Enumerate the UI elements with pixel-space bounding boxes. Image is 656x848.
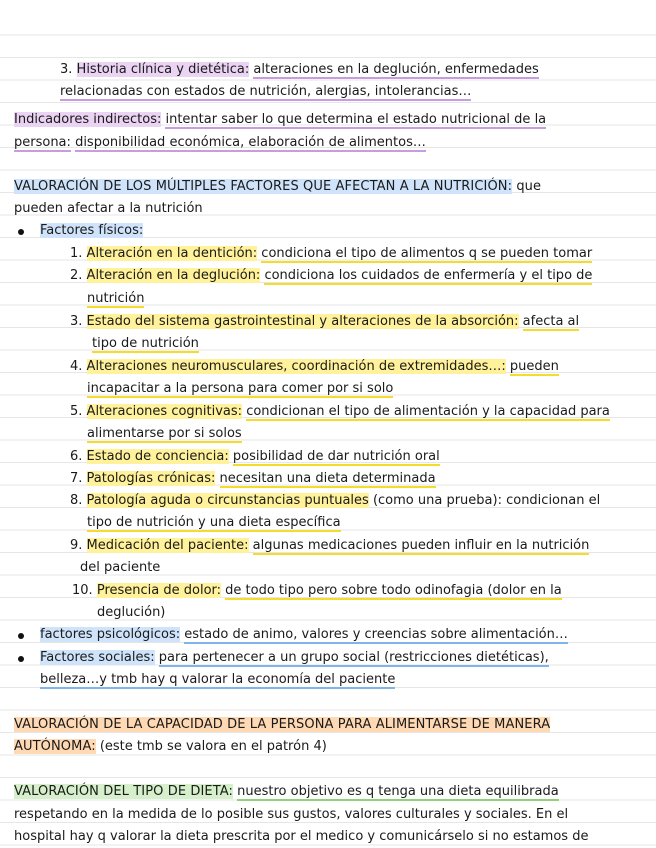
fisicos-heading: [40, 222, 143, 240]
item-label: Alteraciones cognitivas:: [86, 404, 243, 419]
fisicos-item-9-cont: [80, 559, 160, 577]
item-text: necesitan una dieta determinada: [219, 471, 436, 486]
fisicos-item-3-cont: [92, 335, 199, 353]
fisicos-item-8: [70, 492, 600, 510]
item-num: 7.: [70, 471, 83, 486]
fisicos-item-6: [70, 448, 440, 466]
item-text: algunas medicaciones pueden influir en la nutrición: [252, 538, 590, 553]
item-text: posibilidad de dar nutrición oral: [232, 449, 440, 464]
item-cont: incapacitar a la persona para comer por si solo: [87, 381, 394, 396]
section3-title: VALORACIÓN DEL TIPO DE DIETA:: [14, 784, 234, 799]
section1-title-suffix: que: [516, 179, 542, 194]
item-label: Estado del sistema gastrointestinal y alteraciones de la absorción:: [86, 314, 519, 329]
section2-title-1: VALORACIÓN DE LA CAPACIDAD DE LA PERSONA PARA ALIMENTARSE DE MANERA: [14, 717, 551, 732]
fisicos-item-3: [70, 313, 579, 331]
item-label: Patologías crónicas:: [86, 471, 216, 486]
item-text: condiciona el tipo de alimentos q se pueden tomar: [261, 246, 593, 261]
fisicos-item-5-cont: [87, 425, 242, 443]
section3-text-2: respetando en la medida de lo posible sus gustos, valores culturales y sociales. En el: [14, 807, 569, 822]
sociales-text-1: para pertenecer a un grupo social (restricciones dietéticas),: [158, 650, 549, 665]
item-label: Alteraciones neuromusculares, coordinación de extremidades…:: [86, 359, 506, 374]
fisicos-item-8-cont: [87, 514, 341, 532]
bullet-icon: [18, 229, 24, 235]
fisicos-item-7: [70, 470, 436, 488]
item-cont: del paciente: [80, 560, 161, 575]
item-cont: tipo de nutrición y una dieta específica: [87, 515, 341, 530]
bullet-icon: [18, 633, 24, 639]
item-num: 5.: [70, 404, 83, 419]
item-text: afecta al: [522, 314, 580, 329]
item-label: Presencia de dolor:: [96, 583, 222, 598]
fisicos-item-10-cont: [97, 604, 165, 622]
item-num: 1.: [70, 246, 83, 261]
section3-text-1: nuestro objetivo es q tenga una dieta equilibrada: [237, 784, 559, 799]
historia-line-1: [60, 61, 539, 79]
sociales-text-2: belleza…y tmb hay q valorar la economía del paciente: [40, 672, 396, 687]
item-label: Patología aguda o circunstancias puntuales: [86, 493, 369, 508]
indicadores-text-2a: persona:: [14, 135, 71, 150]
item-cont: nutrición: [87, 291, 145, 306]
section2-title-line-2: [14, 738, 327, 756]
item-num: 9.: [70, 538, 83, 553]
item-num: 6.: [70, 449, 83, 464]
indicadores-line-2: [14, 134, 426, 152]
fisicos-item-2-cont: [87, 290, 144, 308]
section1-title-line: [14, 178, 541, 196]
historia-line-2: [60, 83, 471, 101]
item-text: condicionan el tipo de alimentación y la capacidad para: [246, 404, 610, 419]
fisicos-item-4: [70, 358, 559, 376]
sociales-line-2: [40, 671, 395, 689]
fisicos-label: Factores físicos:: [40, 223, 144, 238]
section2-suffix: (este tmb se valora en el patrón 4): [99, 739, 327, 754]
indicadores-line-1: [14, 111, 546, 129]
item-text: condiciona los cuidados de enfermería y el tipo de: [264, 268, 593, 283]
section2-title-2: AUTÓNOMA:: [14, 739, 96, 754]
item-label: Alteración en la dentición:: [86, 246, 258, 261]
psicologicos-text: estado de animo, valores y creencias sobre alimentación…: [184, 627, 568, 642]
sociales-line-1: [40, 649, 549, 667]
section3-line-1: [14, 783, 559, 801]
fisicos-item-4-cont: [87, 380, 393, 398]
sociales-label: Factores sociales:: [40, 650, 155, 665]
bullet-icon: [18, 656, 24, 662]
fisicos-item-10: [72, 582, 562, 600]
psicologicos-label: factores psicológicos:: [40, 627, 181, 642]
indicadores-text-2b: disponibilidad económica, elaboración de alimentos…: [75, 135, 426, 150]
fisicos-item-9: [70, 537, 589, 555]
indicadores-text-1: intentar saber lo que determina el estado nutricional de la: [165, 112, 547, 127]
indicadores-label: Indicadores indirectos:: [14, 112, 162, 127]
item-num: 2.: [70, 268, 83, 283]
fisicos-item-5: [70, 403, 610, 421]
section1-title: VALORACIÓN DE LOS MÚLTIPLES FACTORES QUE AFECTAN A LA NUTRICIÓN:: [14, 179, 513, 194]
historia-text-2: relacionadas con estados de nutrición, alergias, intolerancias…: [60, 84, 472, 99]
item-label: Estado de conciencia:: [86, 449, 229, 464]
historia-num: 3.: [60, 62, 73, 77]
section3-line-2: [14, 806, 568, 824]
item-num: 3.: [70, 314, 83, 329]
item-label: Medicación del paciente:: [86, 538, 249, 553]
psicologicos-line: [40, 626, 568, 644]
item-text: pueden: [509, 359, 559, 374]
section1-line-2: [14, 200, 203, 218]
item-cont: alimentarse por si solos: [87, 426, 242, 441]
historia-text-1: alteraciones en la deglución, enfermedades: [253, 62, 539, 77]
section1-text: pueden afectar a la nutrición: [14, 201, 203, 216]
fisicos-item-1: [70, 245, 592, 263]
item-label: Alteración en la deglución:: [86, 268, 261, 283]
section3-line-3: [14, 828, 588, 846]
item-num: 8.: [70, 493, 83, 508]
item-text: de todo tipo pero sobre todo odinofagia (dolor en la: [225, 583, 562, 598]
section2-title-line-1: [14, 716, 550, 734]
item-num: 4.: [70, 359, 83, 374]
item-num: 10.: [72, 583, 93, 598]
fisicos-item-2: [70, 267, 592, 285]
item-cont: tipo de nutrición: [92, 336, 199, 351]
item-cont: deglución): [97, 605, 166, 620]
historia-label: Historia clínica y dietética:: [76, 62, 250, 77]
section3-text-3: hospital hay q valorar la dieta prescrita por el medico y comunicárselo si no estamos de: [14, 829, 589, 844]
item-text: (como una prueba): condicionan el: [372, 493, 601, 508]
